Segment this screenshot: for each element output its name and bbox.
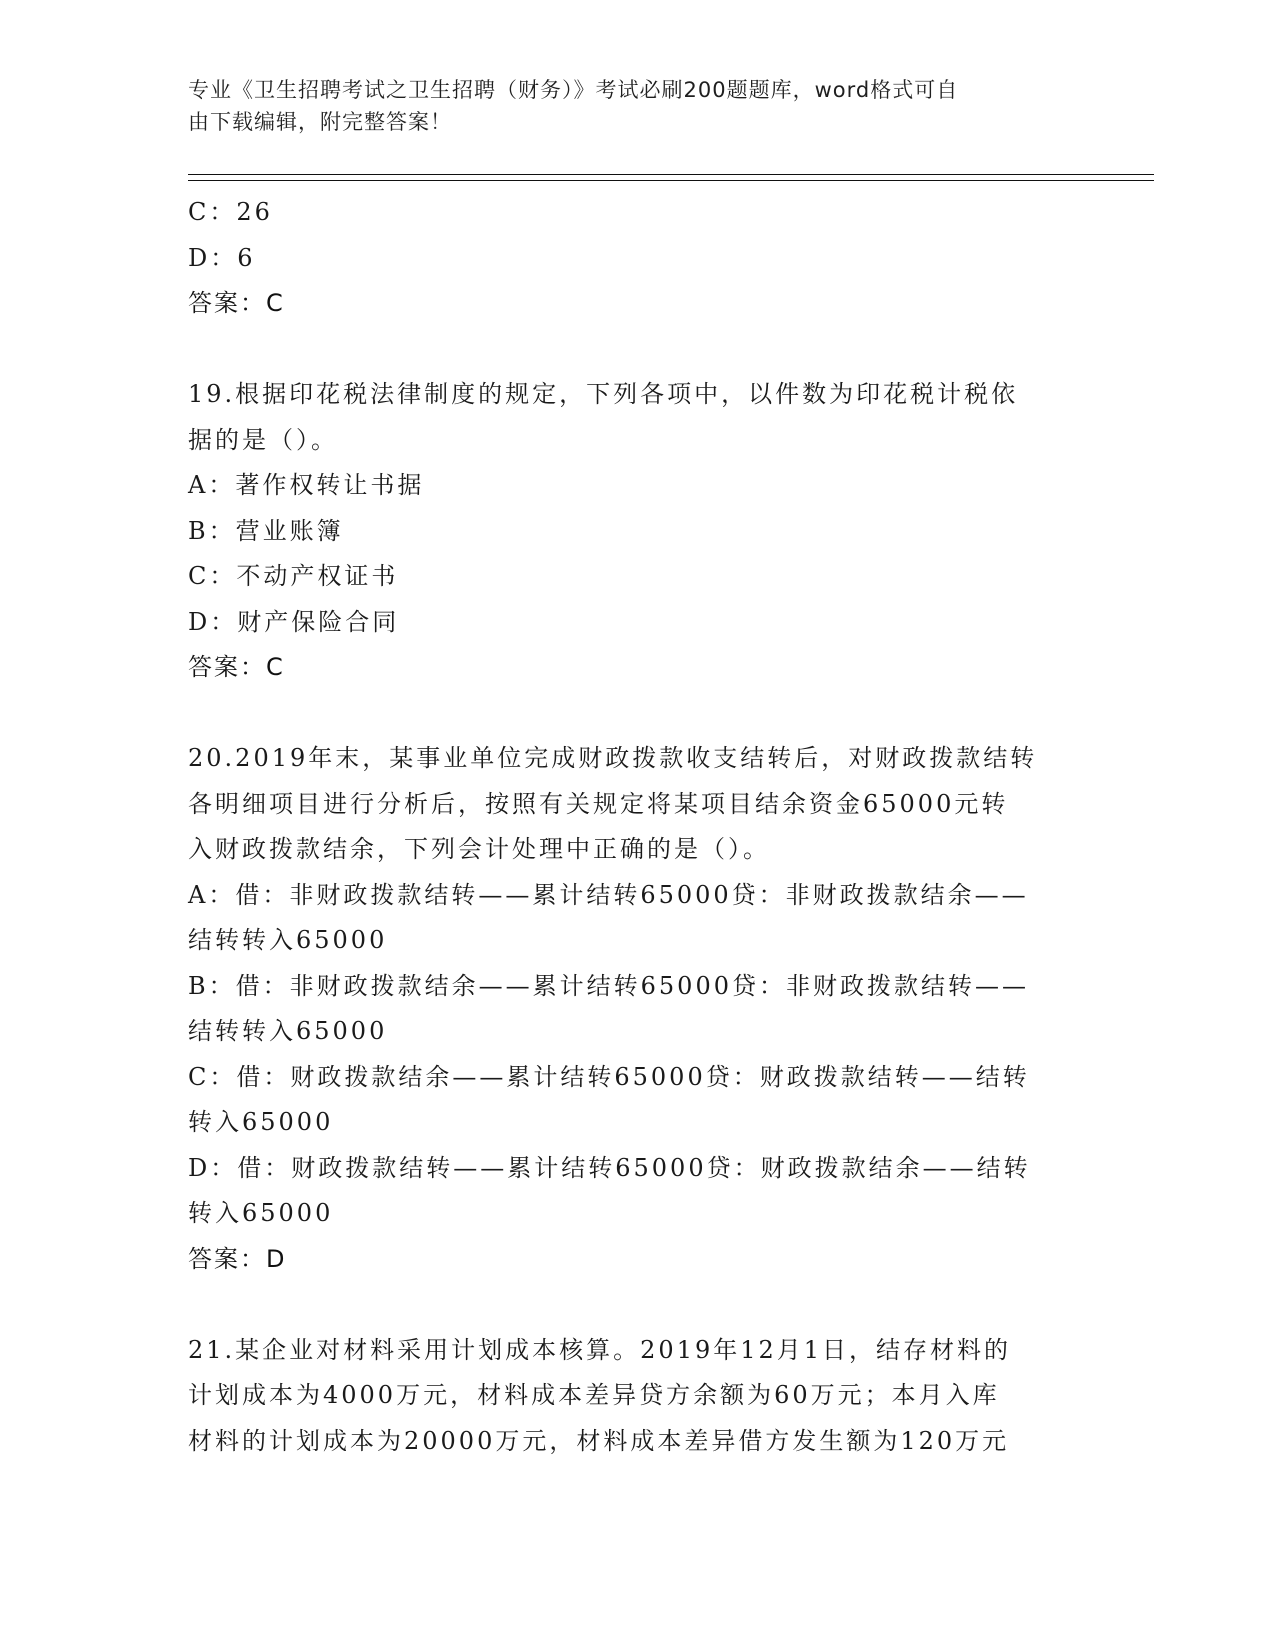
option-a: A：著作权转让书据 bbox=[188, 471, 425, 499]
option-b-continued: 结转转入65000 bbox=[188, 1017, 388, 1045]
option-d-continued: 转入65000 bbox=[188, 1199, 334, 1227]
header-title-line-1: 专业《卫生招聘考试之卫生招聘（财务）》考试必刷200题题库，word格式可自 bbox=[188, 78, 959, 102]
option-b: B：借：非财政拨款结余——累计结转65000贷：非财政拨款结转—— bbox=[188, 971, 1029, 1000]
question-19 bbox=[188, 372, 1078, 691]
page-header bbox=[188, 74, 1068, 138]
header-divider-bottom bbox=[188, 180, 1154, 181]
document-body bbox=[188, 190, 1078, 1464]
option-c: C：26 bbox=[188, 198, 273, 226]
question-stem-line: 21.某企业对材料采用计划成本核算。2019年12月1日，结存材料的 bbox=[188, 1335, 1012, 1364]
question-stem-line: 19.根据印花税法律制度的规定，下列各项中，以件数为印花税计税依 bbox=[188, 380, 1019, 408]
question-stem-line: 入财政拨款结余，下列会计处理中正确的是（）。 bbox=[188, 835, 770, 863]
question-stem-line: 各明细项目进行分析后，按照有关规定将某项目结余资金65000元转 bbox=[188, 789, 1009, 818]
option-d: D：财产保险合同 bbox=[188, 607, 400, 636]
question-stem-line: 据的是（）。 bbox=[188, 425, 338, 454]
option-d: D：借：财政拨款结转——累计结转65000贷：财政拨款结余——结转 bbox=[188, 1153, 1031, 1182]
option-b: B：营业账簿 bbox=[188, 516, 344, 545]
question-18-tail bbox=[188, 190, 1078, 327]
question-stem-line: 计划成本为4000万元，材料成本差异贷方余额为60万元；本月入库 bbox=[188, 1381, 1000, 1409]
question-21 bbox=[188, 1328, 1078, 1465]
option-d: D：6 bbox=[188, 243, 256, 272]
question-20 bbox=[188, 736, 1078, 1282]
answer-label: 答案：C bbox=[188, 653, 285, 681]
option-a: A：借：非财政拨款结转——累计结转65000贷：非财政拨款结余—— bbox=[188, 880, 1029, 909]
option-c: C：不动产权证书 bbox=[188, 562, 399, 590]
option-a-continued: 结转转入65000 bbox=[188, 926, 388, 954]
spacer bbox=[188, 691, 1078, 737]
answer-label: 答案：C bbox=[188, 289, 285, 317]
spacer bbox=[188, 327, 1078, 373]
option-c-continued: 转入65000 bbox=[188, 1108, 334, 1136]
header-divider-top bbox=[188, 174, 1154, 175]
header-title-line-2: 由下载编辑，附完整答案！ bbox=[188, 110, 452, 134]
spacer bbox=[188, 1282, 1078, 1328]
question-stem-line: 材料的计划成本为20000万元，材料成本差异借方发生额为120万元 bbox=[188, 1426, 1010, 1455]
answer-label: 答案：D bbox=[188, 1244, 287, 1273]
option-c: C：借：财政拨款结余——累计结转65000贷：财政拨款结转——结转 bbox=[188, 1062, 1030, 1091]
question-stem-line: 20.2019年末，某事业单位完成财政拨款收支结转后，对财政拨款结转 bbox=[188, 744, 1038, 772]
